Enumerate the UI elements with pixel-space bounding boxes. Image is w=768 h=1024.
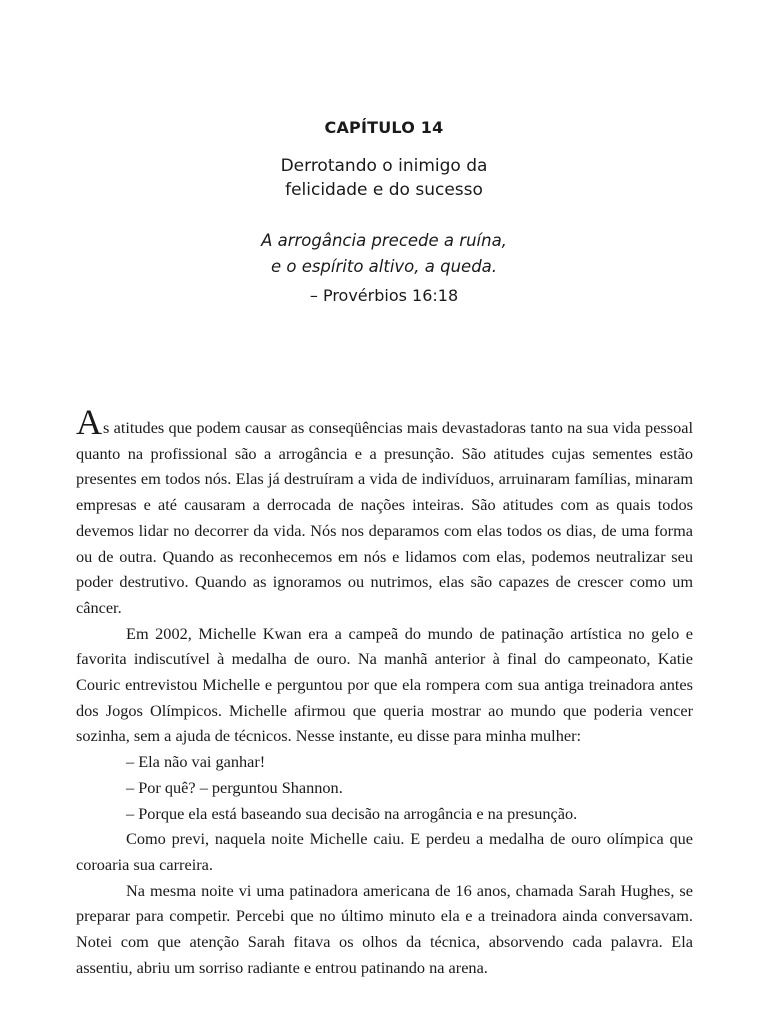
dialog-line: – Porque ela está baseando sua decisão na arrogância e na presunção. <box>126 803 578 823</box>
paragraph: Como previ, naquela noite Michelle caiu. E perdeu a medalha de ouro olímpica que coroaria sua carreira. <box>76 829 693 874</box>
epigraph-line: A arrogância precede a ruína, <box>261 231 507 250</box>
epigraph <box>0 228 768 280</box>
dialog-line: – Por quê? – perguntou Shannon. <box>126 777 343 797</box>
paragraph <box>76 402 693 621</box>
paragraph: Na mesma noite vi uma patinadora americana de 16 anos, chamada Sarah Hughes, se preparar para competir. Percebi que no último minuto ela e a treinadora ainda conversavam. Notei com que atenção Sarah fitava os olhos da técnica, absorvendo cada palavra. Ela assentiu, abriu um sorriso radiante e entrou patinando na arena. <box>76 880 693 977</box>
chapter-title-line: felicidade e do sucesso <box>285 180 483 200</box>
drop-cap: A <box>76 402 102 442</box>
chapter-title <box>0 154 768 202</box>
epigraph-source: – Provérbios 16:18 <box>309 286 459 305</box>
dialog-line: – Ela não vai ganhar! <box>126 752 266 772</box>
chapter-title-line: Derrotando o inimigo da <box>280 156 488 176</box>
epigraph-line: e o espírito altivo, a queda. <box>270 257 498 276</box>
paragraph-text: s atitudes que podem causar as conseqüências mais devastadoras tanto na sua vida pessoal quanto na profissional são a arrogância e a presunção. São atitudes cujas sementes estão presentes em todos nós. Elas já destruíram a vida de indivíduos, arruinaram famílias, minaram empresas e até causaram a derrocada de nações inteiras. São atitudes com as quais todos devemos lidar no decorrer da vida. Nós nos deparamos com elas todos os dias, de uma forma ou de outra. Quando as reconhecemos em nós e lidamos com elas, podemos neutralizar seu poder destrutivo. Quando as ignoramos ou nutrimos, elas são capazes de crescer como um câncer. <box>76 418 693 617</box>
paragraph: Em 2002, Michelle Kwan era a campeã do mundo de patinação artística no gelo e favorita indiscutível à medalha de ouro. Na manhã anterior à final do campeonato, Katie Couric entrevistou Michelle e perguntou por que ela rompera com sua antiga treinadora antes dos Jogos Olímpicos. Michelle afirmou que queria mostrar ao mundo que poderia vencer sozinha, sem a ajuda de técnicos. Nesse instante, eu disse para minha mulher: <box>76 623 693 746</box>
chapter-number: CAPÍTULO 14 <box>324 118 444 137</box>
chapter-body <box>76 402 693 980</box>
